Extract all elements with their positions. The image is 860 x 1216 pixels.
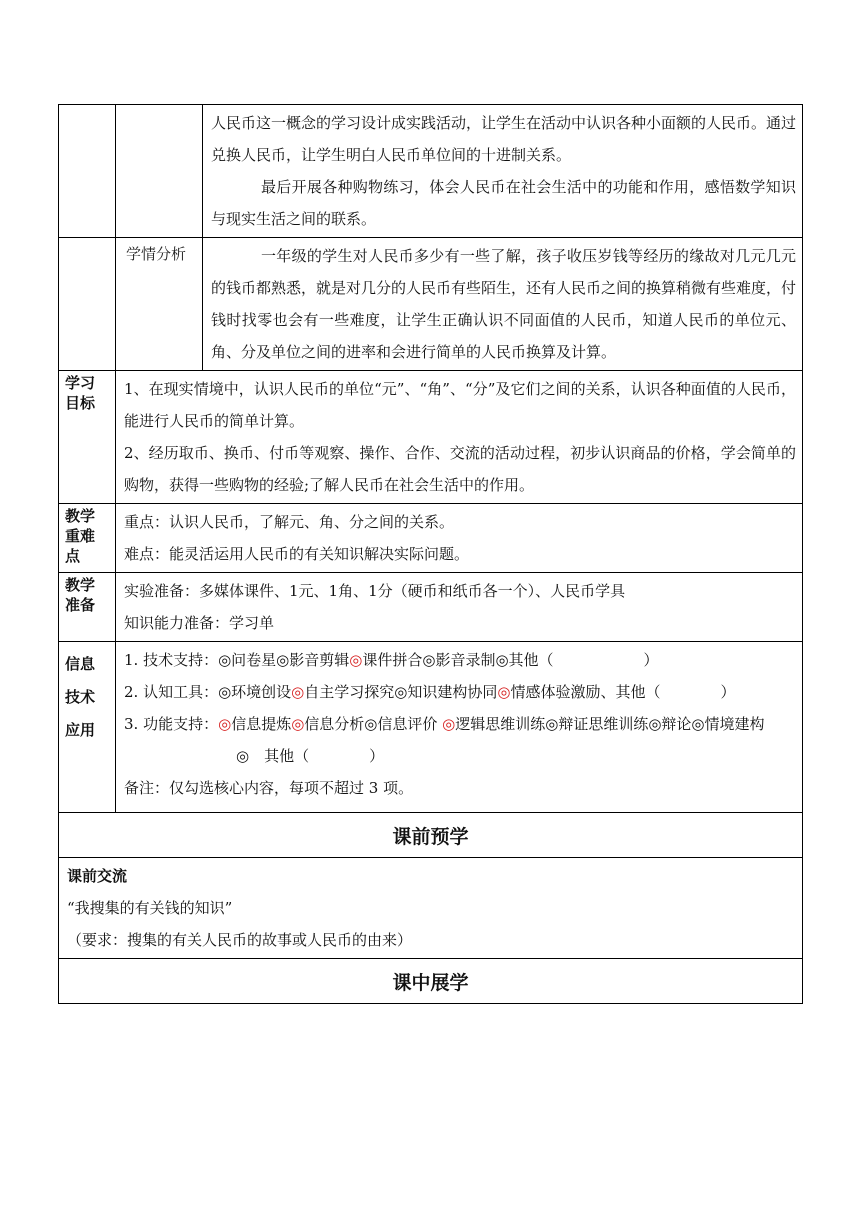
preview-requirement: （要求：搜集的有关人民币的故事或人民币的由来） <box>67 931 413 949</box>
label-line: 应用 <box>65 721 96 739</box>
other-line: ◎ 其他（ ） <box>236 747 385 765</box>
label-line: 学习 <box>65 374 96 392</box>
teaching-prep-cell <box>116 573 803 642</box>
preview-topic: “我搜集的有关钱的知识” <box>67 899 233 917</box>
key-point: 重点：认识人民币，了解元、角、分之间的关系。 <box>124 513 455 531</box>
selected-marker-icon: ◎ <box>291 683 305 701</box>
label-line: 准备 <box>65 596 96 614</box>
intro-paragraph-2: 最后开展各种购物练习，体会人民币在社会生活中的功能和作用，感悟数学知识与现实生活之间的联系。 <box>211 178 796 228</box>
teaching-prep-row <box>59 573 803 642</box>
knowledge-prep: 知识能力准备：学习单 <box>124 614 275 632</box>
it-application-row <box>59 642 803 813</box>
teaching-prep-label <box>59 573 116 642</box>
cognitive-tools-text: 情感体验激励、其他（ ） <box>510 683 736 701</box>
selected-marker-icon: ◎ <box>349 651 363 669</box>
inclass-heading-row <box>59 959 803 1004</box>
difficult-point: 难点：能灵活运用人民币的有关知识解决实际问题。 <box>124 545 470 563</box>
experiment-prep: 实验准备：多媒体课件、1元、1角、1分（硬币和纸币各一个）、人民币学具 <box>124 582 626 600</box>
selected-marker-icon: ◎ <box>291 715 305 733</box>
learner-analysis-row <box>59 238 803 371</box>
label-line: 信息 <box>65 655 96 673</box>
label-line: 教学 <box>65 507 96 525</box>
empty-cell <box>59 105 116 238</box>
cognitive-tools-line <box>124 676 796 708</box>
selected-marker-icon: ◎ <box>497 683 511 701</box>
learner-analysis-label: 学情分析 <box>116 238 203 371</box>
intro-row <box>59 105 803 238</box>
intro-cell <box>203 105 803 238</box>
goal-2: 2、经历取币、换币、付币等观察、操作、合作、交流的活动过程，初步认识商品的价格，学会简单的购物，获得一些购物的经验;了解人民币在社会生活中的作用。 <box>124 444 796 494</box>
it-application-cell <box>116 642 803 813</box>
it-application-label <box>59 642 116 813</box>
goal-1: 1、在现实情境中，认识人民币的单位“元”、“角”、“分”及它们之间的关系，认识各种面值的人民币，能进行人民币的简单计算。 <box>124 380 796 430</box>
label-line: 教学 <box>65 576 96 594</box>
label-line: 目标 <box>65 394 96 412</box>
cognitive-tools-text: 自主学习探究◎知识建构协同 <box>304 683 498 701</box>
function-support-text: 信息提炼 <box>231 715 292 733</box>
function-support-text: 逻辑思维训练◎辩证思维训练◎辩论◎情境建构 <box>455 715 765 733</box>
preview-heading: 课前预学 <box>59 813 803 858</box>
function-support-line <box>124 708 796 740</box>
preview-heading-row <box>59 813 803 858</box>
key-points-row <box>59 504 803 573</box>
inclass-heading: 课中展学 <box>59 959 803 1004</box>
preview-subheading: 课前交流 <box>67 867 128 885</box>
key-points-cell <box>116 504 803 573</box>
selected-marker-icon: ◎ <box>442 715 456 733</box>
label-line: 点 <box>65 547 81 565</box>
selected-marker-icon: ◎ <box>218 715 232 733</box>
learning-goals-label <box>59 371 116 504</box>
tech-support-line <box>124 644 796 676</box>
label-line: 技术 <box>65 688 96 706</box>
preview-content-cell <box>59 858 803 959</box>
note-line: 备注：仅勾选核心内容，每项不超过 3 项。 <box>124 779 414 797</box>
tech-support-text: 课件拼合◎影音录制◎其他（ ） <box>362 651 659 669</box>
cognitive-tools-text: 2. 认知工具：◎环境创设 <box>124 683 292 701</box>
preview-content-row <box>59 858 803 959</box>
learner-analysis-cell <box>203 238 803 371</box>
lesson-plan-table <box>58 104 803 1004</box>
label-line: 重难 <box>65 527 96 545</box>
intro-paragraph-1: 人民币这一概念的学习设计成实践活动，让学生在活动中认识各种小面额的人民币。通过兑换人民币，让学生明白人民币单位间的十进制关系。 <box>211 114 797 164</box>
function-support-text: 3. 功能支持： <box>124 715 219 733</box>
learning-goals-row <box>59 371 803 504</box>
learning-goals-cell <box>116 371 803 504</box>
function-support-text: 信息分析◎信息评价 <box>304 715 443 733</box>
learner-analysis-text: 一年级的学生对人民币多少有一些了解，孩子收压岁钱等经历的缘故对几元几元的钱币都熟悉，就是对几分的人民币有些陌生，还有人民币之间的换算稍微有些难度，付钱时找零也会有一些难度，让学生正确认识不同面值的人民币，知道人民币的单位元、角、分及单位之间的进率和会进行简单的人民币换算及计算。 <box>211 247 797 361</box>
empty-cell <box>59 238 116 371</box>
key-points-label <box>59 504 116 573</box>
empty-cell <box>116 105 203 238</box>
tech-support-text: 1. 技术支持：◎问卷星◎影音剪辑 <box>124 651 350 669</box>
